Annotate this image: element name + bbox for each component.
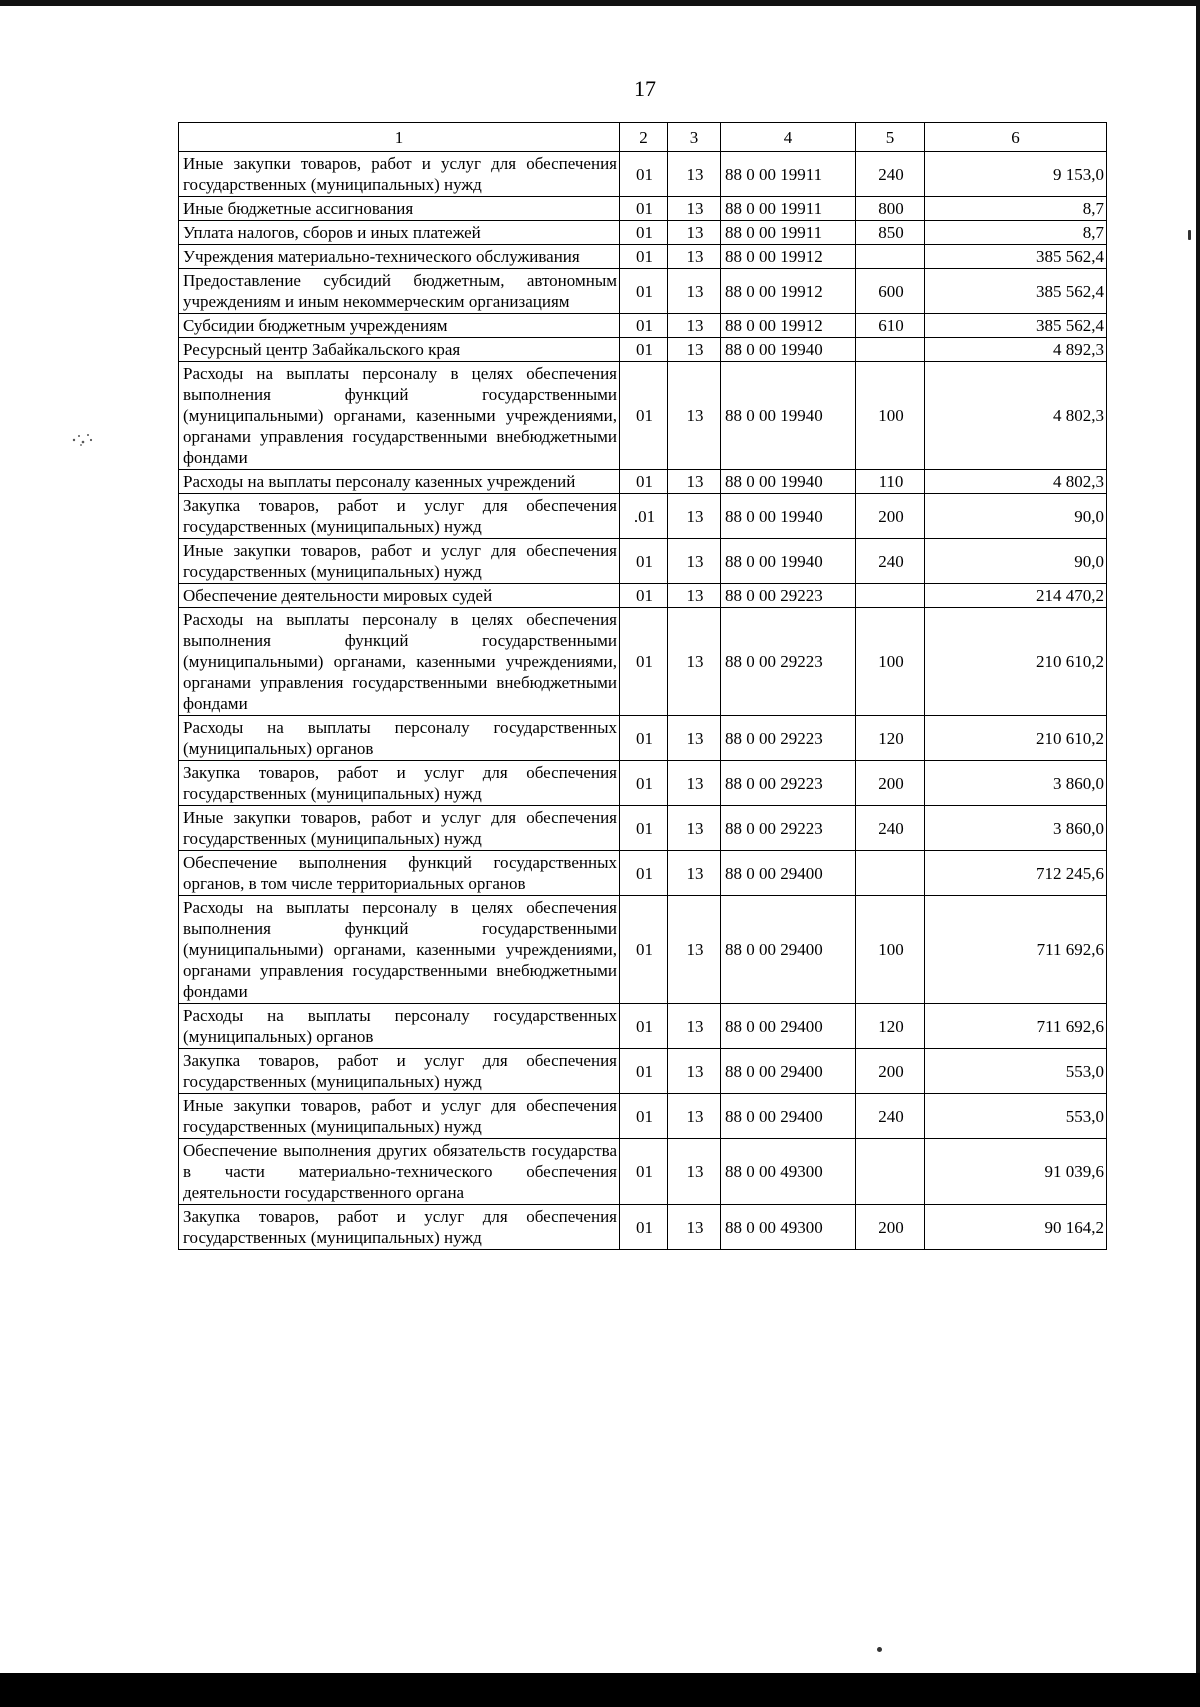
amount: 4 802,3 [925, 362, 1107, 470]
section-code: 01 [620, 1004, 668, 1049]
expense-type-code: 120 [856, 716, 925, 761]
subsection-code: 13 [668, 851, 721, 896]
amount: 8,7 [925, 221, 1107, 245]
expense-type-code [856, 338, 925, 362]
row-name: Закупка товаров, работ и услуг для обеспечения государственных (муниципальных) нужд [179, 1205, 620, 1250]
target-article-code: 88 0 00 19940 [721, 338, 856, 362]
section-code: 01 [620, 152, 668, 197]
table-row [179, 1049, 1107, 1094]
table-row [179, 539, 1107, 584]
target-article-code: 88 0 00 29400 [721, 1094, 856, 1139]
subsection-code: 13 [668, 1205, 721, 1250]
target-article-code: 88 0 00 29400 [721, 1004, 856, 1049]
section-code: 01 [620, 362, 668, 470]
row-name: Иные закупки товаров, работ и услуг для обеспечения государственных (муниципальных) нужд [179, 539, 620, 584]
row-name: Обеспечение деятельности мировых судей [179, 584, 620, 608]
amount: 4 892,3 [925, 338, 1107, 362]
target-article-code: 88 0 00 19940 [721, 494, 856, 539]
expense-type-code: 200 [856, 1205, 925, 1250]
amount: 711 692,6 [925, 896, 1107, 1004]
section-code: .01 [620, 494, 668, 539]
target-article-code: 88 0 00 19912 [721, 314, 856, 338]
table-row [179, 494, 1107, 539]
subsection-code: 13 [668, 1004, 721, 1049]
section-code: 01 [620, 470, 668, 494]
amount: 214 470,2 [925, 584, 1107, 608]
expense-type-code: 240 [856, 806, 925, 851]
section-code: 01 [620, 197, 668, 221]
table-row [179, 1139, 1107, 1205]
table-row [179, 470, 1107, 494]
subsection-code: 13 [668, 245, 721, 269]
table-row [179, 896, 1107, 1004]
expense-type-code: 200 [856, 1049, 925, 1094]
table-row [179, 716, 1107, 761]
section-code: 01 [620, 269, 668, 314]
subsection-code: 13 [668, 314, 721, 338]
table-row [179, 851, 1107, 896]
row-name: Ресурсный центр Забайкальского края [179, 338, 620, 362]
target-article-code: 88 0 00 49300 [721, 1139, 856, 1205]
row-name: Расходы на выплаты персоналу казенных учреждений [179, 470, 620, 494]
row-name: Уплата налогов, сборов и иных платежей [179, 221, 620, 245]
section-code: 01 [620, 539, 668, 584]
table-row [179, 608, 1107, 716]
scan-speck [877, 1647, 882, 1652]
row-name: Учреждения материально-технического обслуживания [179, 245, 620, 269]
row-name: Обеспечение выполнения других обязательств государства в части материально-технического обеспечения деятельности государственного органа [179, 1139, 620, 1205]
table-row [179, 761, 1107, 806]
scan-border-right [1196, 0, 1200, 1707]
subsection-code: 13 [668, 362, 721, 470]
target-article-code: 88 0 00 19911 [721, 152, 856, 197]
section-code: 01 [620, 806, 668, 851]
target-article-code: 88 0 00 19940 [721, 362, 856, 470]
subsection-code: 13 [668, 608, 721, 716]
amount: 385 562,4 [925, 245, 1107, 269]
subsection-code: 13 [668, 1094, 721, 1139]
target-article-code: 88 0 00 29223 [721, 761, 856, 806]
table-row [179, 245, 1107, 269]
amount: 90 164,2 [925, 1205, 1107, 1250]
target-article-code: 88 0 00 29223 [721, 716, 856, 761]
section-code: 01 [620, 896, 668, 1004]
subsection-code: 13 [668, 896, 721, 1004]
budget-table [178, 122, 1107, 1250]
row-name: Расходы на выплаты персоналу в целях обеспечения выполнения функций государственными (муниципальными) органами, казенными учреждениями, органами управления государственными внебюджетными фондами [179, 608, 620, 716]
target-article-code: 88 0 00 29223 [721, 806, 856, 851]
expense-type-code: 110 [856, 470, 925, 494]
row-name: Иные бюджетные ассигнования [179, 197, 620, 221]
section-code: 01 [620, 1094, 668, 1139]
section-code: 01 [620, 1049, 668, 1094]
target-article-code: 88 0 00 19911 [721, 197, 856, 221]
amount: 91 039,6 [925, 1139, 1107, 1205]
amount: 90,0 [925, 539, 1107, 584]
column-header: 3 [668, 123, 721, 152]
expense-type-code: 240 [856, 539, 925, 584]
subsection-code: 13 [668, 221, 721, 245]
row-name: Расходы на выплаты персоналу в целях обеспечения выполнения функций государственными (муниципальными) органами, казенными учреждениями, органами управления государственными внебюджетными фондами [179, 896, 620, 1004]
subsection-code: 13 [668, 1139, 721, 1205]
expense-type-code: 850 [856, 221, 925, 245]
amount: 385 562,4 [925, 269, 1107, 314]
column-header: 2 [620, 123, 668, 152]
target-article-code: 88 0 00 29223 [721, 584, 856, 608]
table-row [179, 269, 1107, 314]
subsection-code: 13 [668, 539, 721, 584]
amount: 712 245,6 [925, 851, 1107, 896]
section-code: 01 [620, 584, 668, 608]
target-article-code: 88 0 00 29400 [721, 851, 856, 896]
row-name: Иные закупки товаров, работ и услуг для обеспечения государственных (муниципальных) нужд [179, 806, 620, 851]
subsection-code: 13 [668, 761, 721, 806]
subsection-code: 13 [668, 716, 721, 761]
table-row [179, 152, 1107, 197]
row-name: Расходы на выплаты персоналу государственных (муниципальных) органов [179, 716, 620, 761]
subsection-code: 13 [668, 269, 721, 314]
subsection-code: 13 [668, 470, 721, 494]
subsection-code: 13 [668, 494, 721, 539]
expense-type-code: 100 [856, 608, 925, 716]
target-article-code: 88 0 00 49300 [721, 1205, 856, 1250]
expense-type-code: 800 [856, 197, 925, 221]
amount: 9 153,0 [925, 152, 1107, 197]
amount: 210 610,2 [925, 608, 1107, 716]
target-article-code: 88 0 00 19912 [721, 269, 856, 314]
subsection-code: 13 [668, 584, 721, 608]
section-code: 01 [620, 1205, 668, 1250]
expense-type-code: 200 [856, 494, 925, 539]
scan-border-bottom [0, 1673, 1200, 1707]
row-name: Закупка товаров, работ и услуг для обеспечения государственных (муниципальных) нужд [179, 494, 620, 539]
row-name: Субсидии бюджетным учреждениям [179, 314, 620, 338]
target-article-code: 88 0 00 19940 [721, 470, 856, 494]
table-row [179, 362, 1107, 470]
column-header: 6 [925, 123, 1107, 152]
target-article-code: 88 0 00 19911 [721, 221, 856, 245]
table-header-row [179, 123, 1107, 152]
expense-type-code: 240 [856, 152, 925, 197]
target-article-code: 88 0 00 19912 [721, 245, 856, 269]
section-code: 01 [620, 1139, 668, 1205]
subsection-code: 13 [668, 152, 721, 197]
amount: 3 860,0 [925, 806, 1107, 851]
expense-type-code [856, 584, 925, 608]
row-name: Расходы на выплаты персоналу государственных (муниципальных) органов [179, 1004, 620, 1049]
table-row [179, 221, 1107, 245]
scan-noise-mark [70, 430, 96, 448]
target-article-code: 88 0 00 29223 [721, 608, 856, 716]
table-row [179, 584, 1107, 608]
scan-speck [1188, 230, 1191, 240]
table-row [179, 806, 1107, 851]
section-code: 01 [620, 314, 668, 338]
row-name: Закупка товаров, работ и услуг для обеспечения государственных (муниципальных) нужд [179, 1049, 620, 1094]
amount: 210 610,2 [925, 716, 1107, 761]
amount: 553,0 [925, 1094, 1107, 1139]
expense-type-code [856, 245, 925, 269]
row-name: Иные закупки товаров, работ и услуг для обеспечения государственных (муниципальных) нужд [179, 152, 620, 197]
column-header: 1 [179, 123, 620, 152]
section-code: 01 [620, 851, 668, 896]
subsection-code: 13 [668, 338, 721, 362]
amount: 385 562,4 [925, 314, 1107, 338]
amount: 8,7 [925, 197, 1107, 221]
table-row [179, 338, 1107, 362]
row-name: Расходы на выплаты персоналу в целях обеспечения выполнения функций государственными (муниципальными) органами, казенными учреждениями, органами управления государственными внебюджетными фондами [179, 362, 620, 470]
row-name: Предоставление субсидий бюджетным, автономным учреждениям и иным некоммерческим организациям [179, 269, 620, 314]
expense-type-code: 120 [856, 1004, 925, 1049]
amount: 4 802,3 [925, 470, 1107, 494]
table-row [179, 1004, 1107, 1049]
amount: 3 860,0 [925, 761, 1107, 806]
scan-border-top [0, 0, 1200, 6]
target-article-code: 88 0 00 29400 [721, 1049, 856, 1094]
row-name: Обеспечение выполнения функций государственных органов, в том числе территориальных органов [179, 851, 620, 896]
section-code: 01 [620, 761, 668, 806]
expense-type-code: 100 [856, 896, 925, 1004]
section-code: 01 [620, 221, 668, 245]
amount: 711 692,6 [925, 1004, 1107, 1049]
expense-type-code: 610 [856, 314, 925, 338]
subsection-code: 13 [668, 806, 721, 851]
table-row [179, 1205, 1107, 1250]
row-name: Закупка товаров, работ и услуг для обеспечения государственных (муниципальных) нужд [179, 761, 620, 806]
row-name: Иные закупки товаров, работ и услуг для обеспечения государственных (муниципальных) нужд [179, 1094, 620, 1139]
column-header: 5 [856, 123, 925, 152]
table-row [179, 1094, 1107, 1139]
expense-type-code: 100 [856, 362, 925, 470]
subsection-code: 13 [668, 1049, 721, 1094]
table-row [179, 314, 1107, 338]
page-number: 17 [634, 76, 656, 101]
section-code: 01 [620, 245, 668, 269]
amount: 553,0 [925, 1049, 1107, 1094]
target-article-code: 88 0 00 29400 [721, 896, 856, 1004]
section-code: 01 [620, 716, 668, 761]
expense-type-code [856, 851, 925, 896]
section-code: 01 [620, 608, 668, 716]
expense-type-code: 600 [856, 269, 925, 314]
expense-type-code: 200 [856, 761, 925, 806]
expense-type-code: 240 [856, 1094, 925, 1139]
amount: 90,0 [925, 494, 1107, 539]
section-code: 01 [620, 338, 668, 362]
column-header: 4 [721, 123, 856, 152]
expense-type-code [856, 1139, 925, 1205]
table-row [179, 197, 1107, 221]
target-article-code: 88 0 00 19940 [721, 539, 856, 584]
subsection-code: 13 [668, 197, 721, 221]
